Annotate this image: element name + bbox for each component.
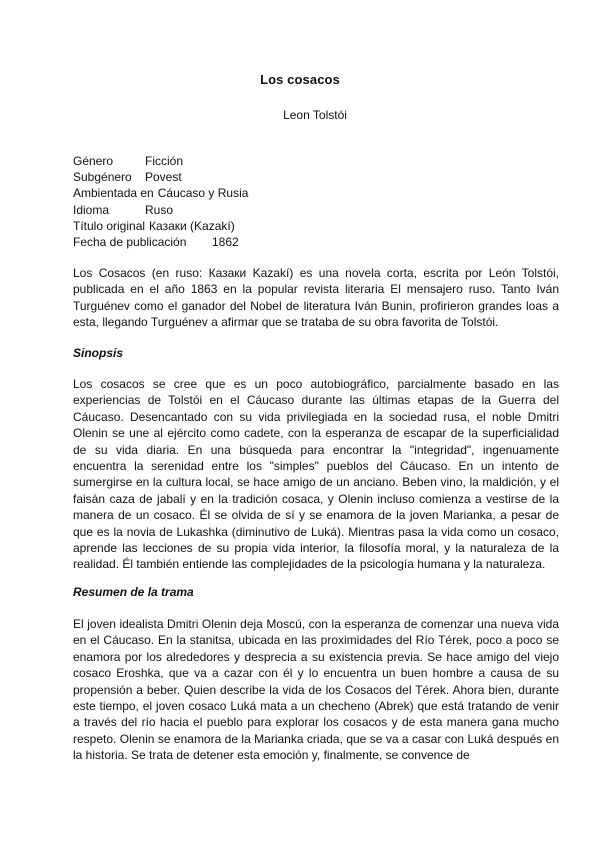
metadata-value: 1862 <box>212 235 239 250</box>
metadata-row-fecha <box>73 234 248 250</box>
metadata-row-genero <box>73 153 248 169</box>
metadata-label: Idioma <box>73 202 110 217</box>
metadata-label: Ambientada en <box>73 186 154 201</box>
metadata-label: Fecha de publicación <box>73 235 187 250</box>
metadata-row-subgenero <box>73 169 248 185</box>
metadata-value: Ruso <box>145 202 174 217</box>
resumen-heading: Resumen de la trama <box>73 585 194 599</box>
document-author: Leon Tolstói <box>283 108 347 122</box>
resumen-paragraph: El joven idealista Dmitri Olenin deja Moscú, con la esperanza de comenzar una nueva vida en el Cáucaso. En la stanitsa, ubicada en las proximidades del Río Térek, poco a poco se enamora por los alrededores y desprecia a su existencia previa. Se hace amigo del viejo cosaco Eroshka, que va a cazar con él y lo encuentra un buen hombre a causa de su propensión a beber. Quien describe la vida de los Cosacos del Térek. Ahora bien, durante este tiempo, el joven cosaco Luká mata a un checheno (Abrek) que está tratando de venir a través del río hacia el pueblo para explorar los cosacos y de esta manera gana mucho respeto. Olenin se enamora de la Marianka criada, que se va a casar con Luká después en la historia. Se trata de detener esta emoción y, finalmente, se convence de <box>73 617 559 763</box>
metadata-row-titulo <box>73 218 248 234</box>
metadata-label: Subgénero <box>73 170 132 185</box>
metadata-value: Cáucaso y Rusia <box>157 186 249 201</box>
sinopsis-paragraph: Los cosacos se cree que es un poco autobiográfico, parcialmente basado en las experiencias de Tolstói en el Cáucaso durante las últimas etapas de la Guerra del Cáucaso. Desencantado con su vida privilegiada en la sociedad rusa, el noble Dmitri Olenin se une al ejército como cadete, con la esperanza de escapar de la superficialidad de su vida diaria. En una búsqueda para encontrar la "integridad", ingenuamente encuentra la serenidad entre los "simples" pueblos del Cáucaso. En un intento de sumergirse en la cultura local, se hace amigo de un anciano. Beben vino, la maldición, y el faisán caza de jabalí y en la tradición cosaca, y Olenin incluso comienza a vestirse de la manera de un cosaco. Él se olvida de sí y se enamora de la joven Marianka, a pesar de que es la novia de Lukashka (diminutivo de Luká). Mientras pasa la vida como un cosaco, aprende las lecciones de su propia vida interior, la filosofía moral, y la naturaleza de la realidad. Él también entiende las complejidades de la psicología humana y la naturaleza. <box>73 377 559 572</box>
metadata-value: Ficción <box>145 154 184 168</box>
metadata-block <box>73 153 248 250</box>
metadata-label: Título original <box>73 218 146 233</box>
metadata-label: Género <box>73 154 114 168</box>
metadata-row-ambientada <box>73 185 248 201</box>
metadata-row-idioma <box>73 202 248 218</box>
document-title: Los cosacos <box>260 72 340 87</box>
metadata-value: Povest <box>145 170 182 185</box>
sinopsis-heading: Sinopsis <box>73 346 124 360</box>
metadata-value: Казаки (Kazakí) <box>149 218 235 233</box>
intro-paragraph: Los Cosacos (en ruso: Казаки Kazakí) es una novela corta, escrita por León Tolstói, publicada en el año 1863 en la popular revista literaria El mensajero ruso. Tanto Iván Turguénev como el ganador del Nobel de literatura Iván Bunin, profirieron grandes loas a esta, llegando Turguénev a afirmar que se trataba de su obra favorita de Tolstói. <box>73 266 559 330</box>
